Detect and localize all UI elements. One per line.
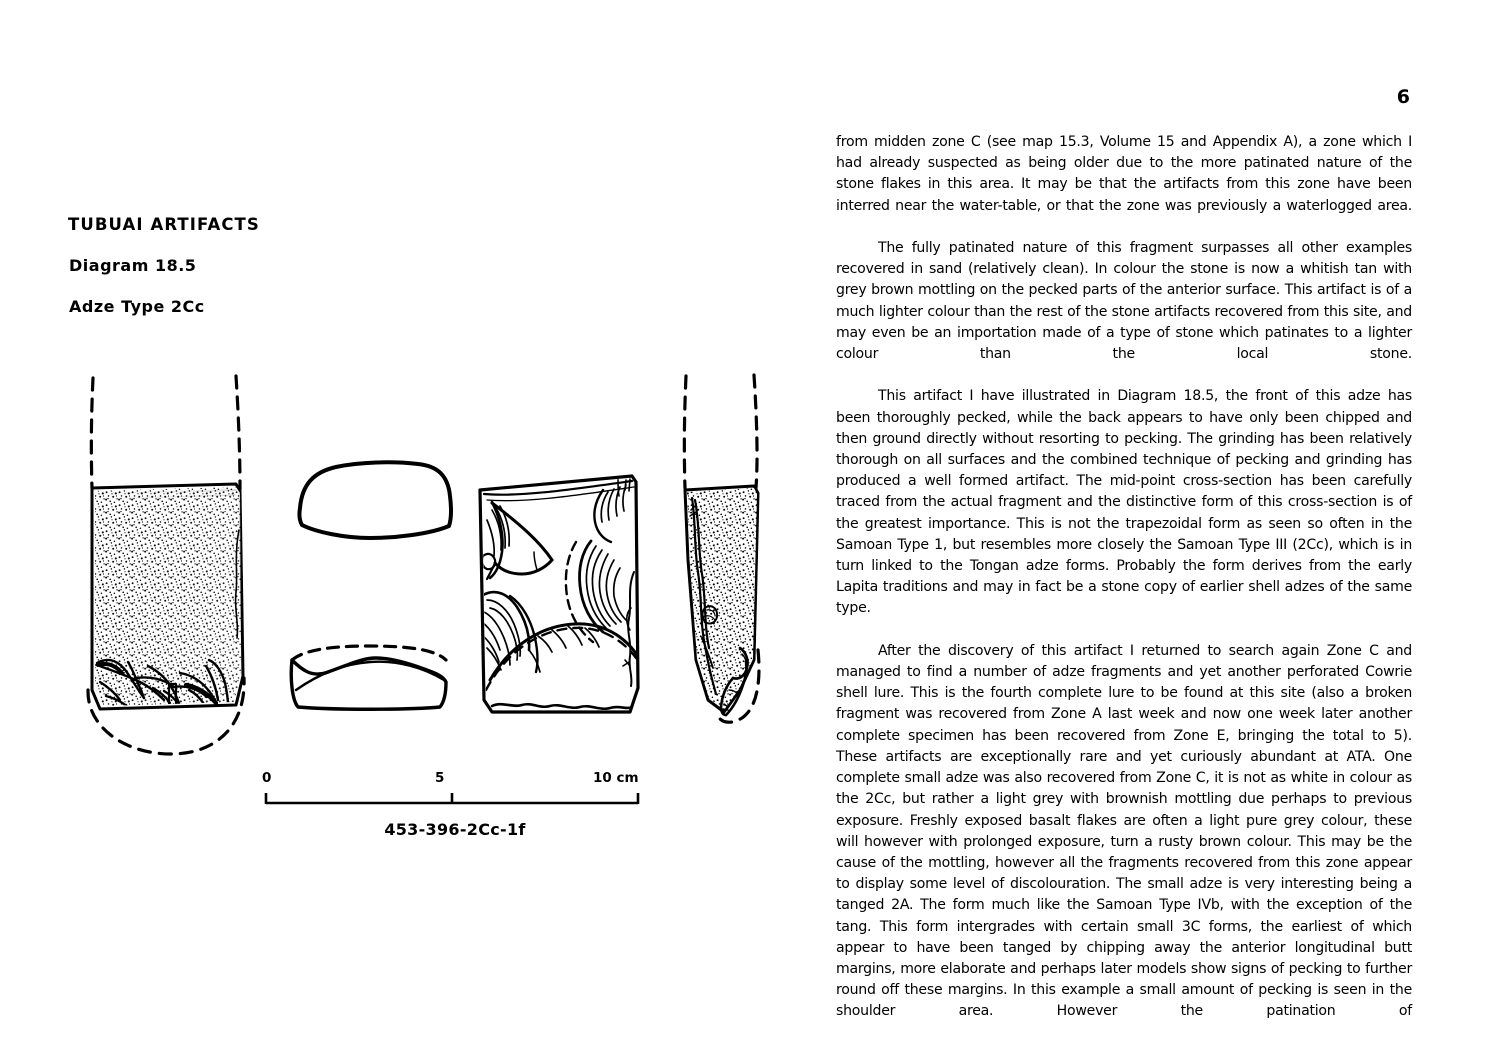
scale-bar [255,770,655,810]
figure-title: TUBUAI ARTIFACTS [68,215,260,234]
figure-diagram-number: Diagram 18.5 [69,256,197,275]
paragraph-2: The fully patinated nature of this fragment surpasses all other examples recovered in sand (relatively clean). In colour the stone is now a whitish tan with grey brown mottling on the pecked parts of the anterior surface. This artifact is of a much lighter colour than the rest of the stone artifacts recovered from this site, and may even be an importation made of a type of stone which patinates to a lighter colour than the local stone. [836,240,1412,363]
blade-cross-section [291,646,446,709]
figure-adze-type: Adze Type 2Cc [69,297,205,316]
scale-tick-label-0: 0 [262,770,272,786]
posterior-back-view [480,476,646,712]
scale-tick-label-10: 10 cm [593,770,639,786]
artifact-drawings [40,360,780,770]
paragraph-4: After the discovery of this artifact I returned to search again Zone C and managed to find a number of adze fragments and yet another perforated Cowrie shell lure. This is the fourth complete lure to be found at this site (also a broken fragment was recovered from Zone A last week and now one week later another complete specimen has been recovered from Zone E, bringing the total to 5). These artifacts are exceptionally rare and yet curiously abundant at ATA. One complete small adze was also recovered from Zone C, it is not as white in colour as the 2Cc, but rather a light grey with brownish mottling due perhaps to previous exposure. Freshly exposed basalt flakes are often a light pure grey colour, these will however with prolonged exposure, turn a rusty brown colour. This may be the cause of the mottling, however all the fragments recovered from this zone appear to display some level of discolouration. The small adze is very interesting being a tanged 2A. The form much like the Samoan Type IVb, with the exception of the tang. This form intergrades with certain small 3C forms, the earliest of which appear to have been tanged by chipping away the anterior longitudinal butt margins, more elaborate and perhaps later models show signs of pecking to further round off these margins. In this example a small amount of pecking is seen in the shoulder area. However the patination of [836,642,1412,1020]
paragraph-3: This artifact I have illustrated in Diagram 18.5, the front of this adze has been thoroughly pecked, while the back appears to have only been chipped and then ground directly without resorting to pecking. The grinding has been relatively thorough on all surfaces and the combined technique of pecking and grinding has produced a well formed artifact. The mid-point cross-section has been carefully traced from the actual fragment and the distinctive form of this cross-section is of the greatest importance. This is not the trapezoidal form as seen so often in the Samoan Type 1, but resembles more closely the Samoan Type III (2Cc), which is in turn linked to the Tongan adze forms. Probably the form derives from the early Lapita traditions and may in fact be a stone copy of earlier shell adzes of the same type. [836,388,1412,617]
figure-specimen-caption: 453-396-2Cc-1f [384,820,526,839]
page-number: 6 [1396,86,1410,108]
paragraph-1: from midden zone C (see map 15.3, Volume 15 and Appendix A), a zone which I had already suspected as being older due to the more patinated nature of the stone flakes in this area. It may be that the artifacts from this zone have been interred near the water-table, or that the zone was previously a waterlogged area. [836,134,1412,214]
scale-tick-label-5: 5 [435,770,445,786]
midpoint-cross-section [299,462,451,538]
side-profile-view [680,375,770,722]
anterior-front-view [80,376,260,754]
artifact-drawing-svg [40,360,780,770]
body-text-column [836,132,1412,1044]
